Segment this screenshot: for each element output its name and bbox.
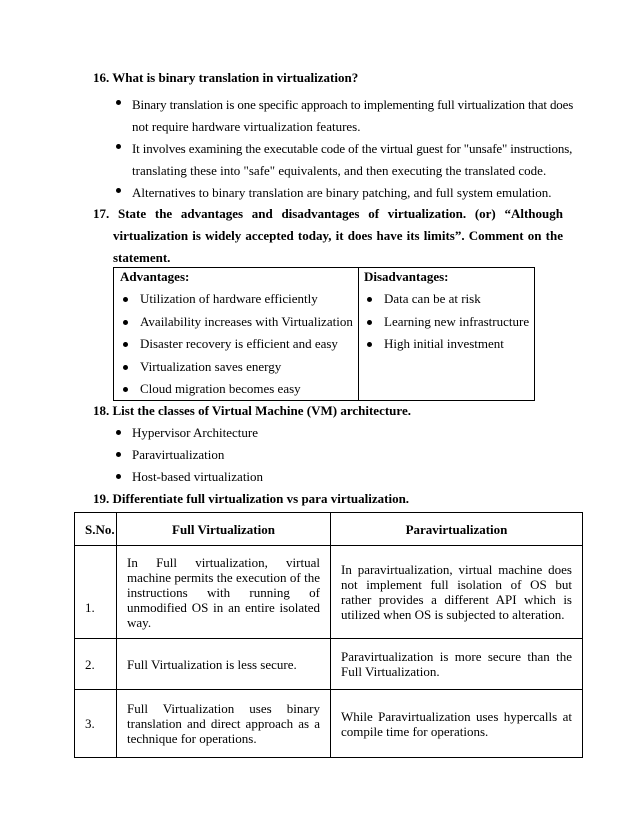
q17-title-line: virtualization is widely accepted today, it does have its limits”. Comment on the (113, 228, 563, 243)
bullet-icon (367, 297, 372, 302)
list-item (113, 446, 413, 468)
list-item-text: Paravirtualization (132, 447, 225, 462)
list-item-text: Hypervisor Architecture (132, 425, 258, 440)
list-item-text: It involves examining the executable code of the virtual guest for "unsafe" instructions, (132, 141, 573, 156)
row-full-cell: In Full virtualization, virtual machine permits the execution of the instructions with running of unmodified OS in an entire isolated way. (117, 546, 331, 639)
bullet-icon (116, 452, 121, 457)
table-header-row (75, 513, 583, 546)
list-item-text: Host-based virtualization (132, 469, 264, 484)
bullet-icon (123, 320, 128, 325)
bullet-icon (123, 297, 128, 302)
list-item-text: Binary translation is one specific approach to implementing full virtualization that does (132, 97, 574, 112)
table-row (75, 690, 583, 758)
disadvantage-item: High initial investment (364, 336, 504, 352)
q17-title-line: statement. (113, 250, 171, 265)
q16-title: 16. What is binary translation in virtualization? (93, 70, 359, 85)
q16-bullet-list (113, 94, 574, 204)
bullet-icon (123, 387, 128, 392)
advantages-header: Advantages: (120, 269, 190, 284)
header-sno: S.No. (75, 513, 117, 546)
q18-title: 18. List the classes of Virtual Machine (VM) architecture. (93, 403, 411, 418)
row-sno: 1. (75, 546, 117, 639)
row-sno: 2. (75, 639, 117, 690)
table-row (75, 639, 583, 690)
row-sno: 3. (75, 690, 117, 758)
advantage-item: Virtualization saves energy (120, 359, 281, 375)
list-item (113, 138, 573, 182)
list-item (113, 424, 413, 446)
q17-title-line: 17. State the advantages and disadvantages of virtualization. (or) “Although (93, 206, 563, 221)
bullet-icon (123, 365, 128, 370)
advantage-item: Availability increases with Virtualization (120, 314, 353, 330)
disadvantage-item: Data can be at risk (364, 291, 481, 307)
q17-title (93, 203, 563, 269)
comparison-table (74, 512, 583, 758)
q18-bullet-list (113, 424, 413, 490)
table-divider (358, 268, 359, 400)
table-row (75, 546, 583, 639)
list-item-text: not require hardware virtualization features. (132, 119, 361, 134)
list-item (113, 468, 413, 490)
bullet-icon (123, 342, 128, 347)
list-item-text: Alternatives to binary translation are binary patching, and full system emulation. (132, 185, 552, 200)
row-full-cell: Full Virtualization is less secure. (117, 639, 331, 690)
bullet-icon (367, 342, 372, 347)
bullet-icon (116, 144, 121, 149)
disadvantage-item: Learning new infrastructure (364, 314, 529, 330)
header-full-virtualization: Full Virtualization (117, 513, 331, 546)
advantage-item: Cloud migration becomes easy (120, 381, 301, 397)
row-para-cell: While Paravirtualization uses hypercalls at compile time for operations. (331, 690, 583, 758)
row-full-cell: Full Virtualization uses binary translation and direct approach as a technique for operations. (117, 690, 331, 758)
row-para-cell: In paravirtualization, virtual machine does not implement full isolation of OS but rather provides a different API which is utilized when OS is subjected to alteration. (331, 546, 583, 639)
list-item (113, 94, 574, 138)
bullet-icon (116, 188, 121, 193)
row-para-cell: Paravirtualization is more secure than the Full Virtualization. (331, 639, 583, 690)
disadvantages-header: Disadvantages: (364, 269, 449, 284)
header-paravirtualization: Paravirtualization (331, 513, 583, 546)
bullet-icon (116, 100, 121, 105)
list-item (113, 182, 563, 204)
advantages-disadvantages-table (113, 267, 535, 401)
advantage-item: Disaster recovery is efficient and easy (120, 336, 338, 352)
bullet-icon (116, 430, 121, 435)
q19-title: 19. Differentiate full virtualization vs para virtualization. (93, 491, 410, 506)
list-item-text: translating these into "safe" equivalents, and then executing the translated code. (132, 163, 547, 178)
advantage-item: Utilization of hardware efficiently (120, 291, 318, 307)
bullet-icon (116, 474, 121, 479)
bullet-icon (367, 320, 372, 325)
